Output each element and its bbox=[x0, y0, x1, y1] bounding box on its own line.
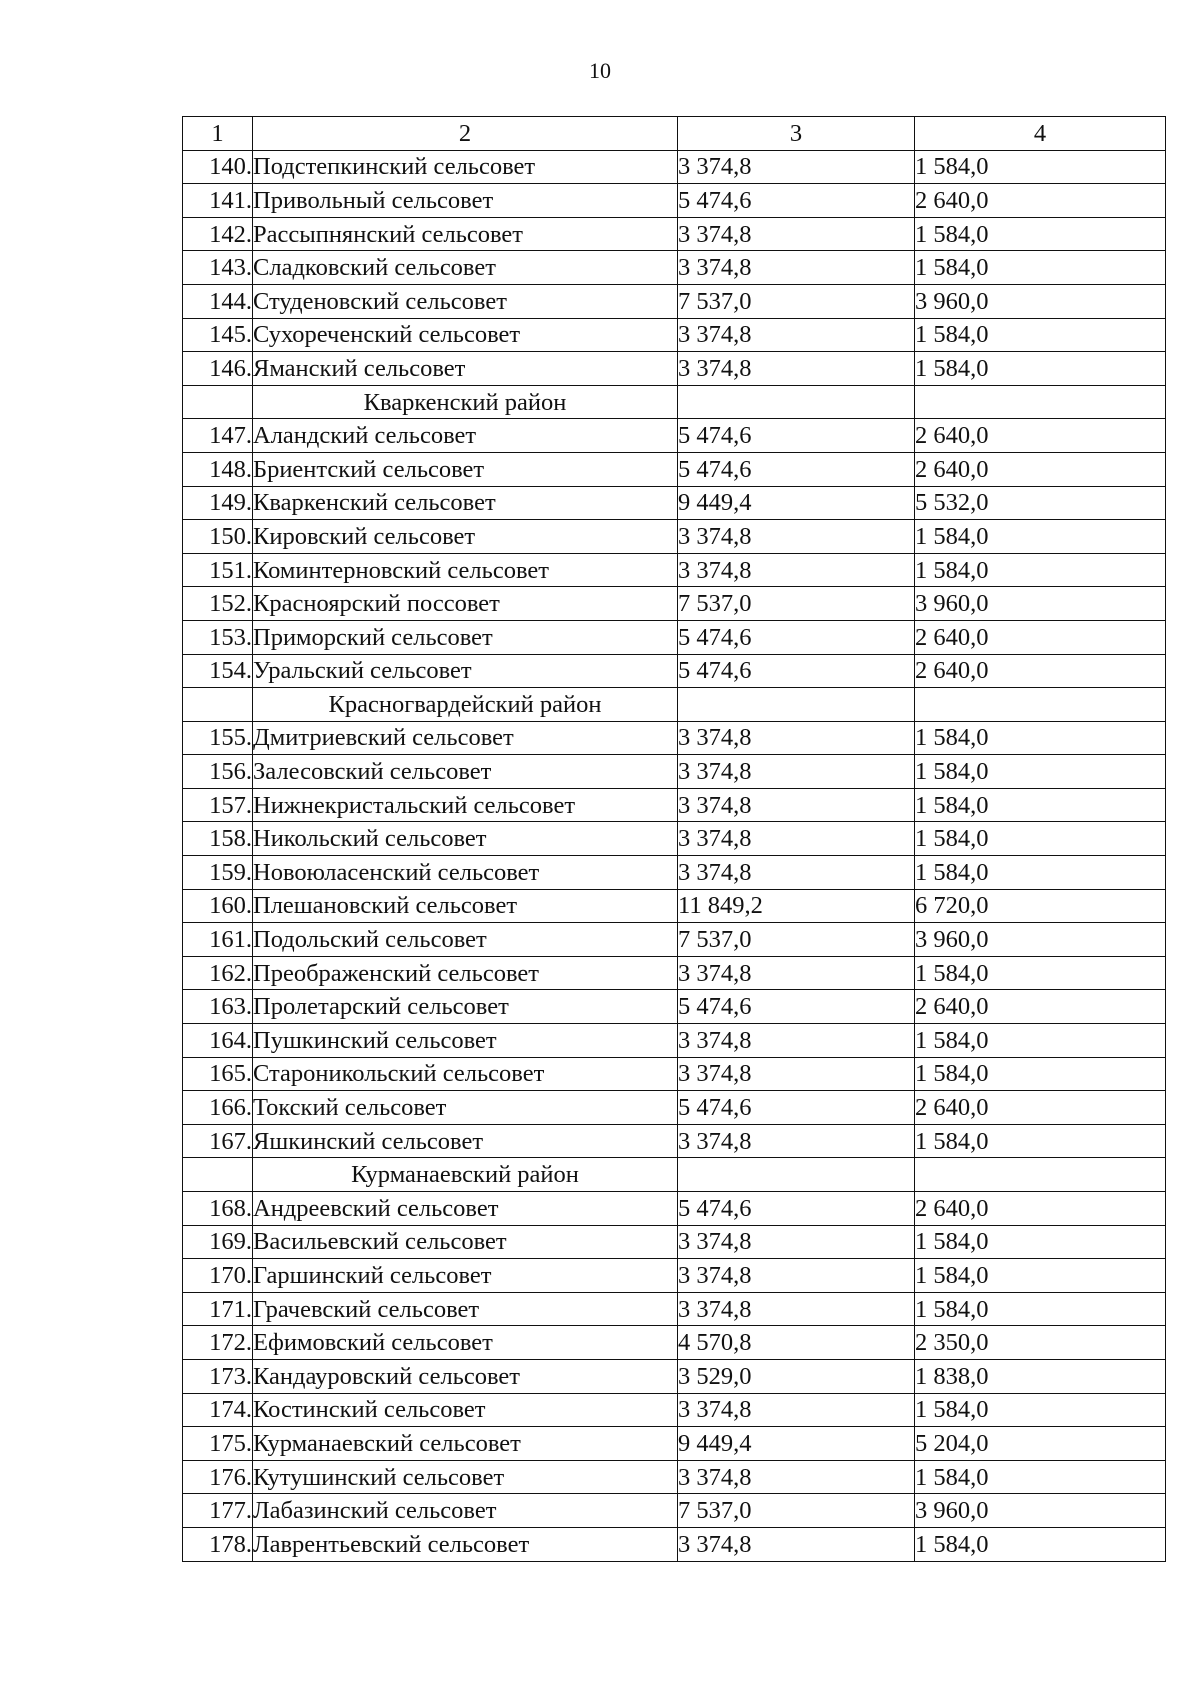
value-cell-3: 3 374,8 bbox=[678, 822, 915, 856]
value-cell-3: 5 474,6 bbox=[678, 419, 915, 453]
value-cell-3: 5 474,6 bbox=[678, 1192, 915, 1226]
value-cell-3: 3 374,8 bbox=[678, 1292, 915, 1326]
table-row bbox=[183, 352, 1166, 386]
value-cell-4: 1 584,0 bbox=[915, 1057, 1166, 1091]
settlement-name-cell: Привольный сельсовет bbox=[253, 184, 678, 218]
settlement-name-cell: Сладковский сельсовет bbox=[253, 251, 678, 285]
settlement-name-cell: Кваркенский сельсовет bbox=[253, 486, 678, 520]
settlement-name-cell: Кировский сельсовет bbox=[253, 520, 678, 554]
row-number-cell: 156. bbox=[183, 755, 253, 789]
table-row bbox=[183, 822, 1166, 856]
value-cell-4: 1 584,0 bbox=[915, 150, 1166, 184]
value-cell-4: 1 584,0 bbox=[915, 856, 1166, 890]
page-number: 10 bbox=[589, 58, 611, 83]
settlement-name-cell: Аландский сельсовет bbox=[253, 419, 678, 453]
value-cell-4: 1 584,0 bbox=[915, 318, 1166, 352]
value-cell-3: 3 374,8 bbox=[678, 318, 915, 352]
settlement-name-cell: Рассыпнянский сельсовет bbox=[253, 217, 678, 251]
table-row bbox=[183, 150, 1166, 184]
settlement-name-cell: Красноярский поссовет bbox=[253, 587, 678, 621]
value-cell-4: 3 960,0 bbox=[915, 1494, 1166, 1528]
table-row bbox=[183, 721, 1166, 755]
row-number-cell: 146. bbox=[183, 352, 253, 386]
value-cell-4: 1 584,0 bbox=[915, 352, 1166, 386]
value-cell-3: 3 374,8 bbox=[678, 1024, 915, 1058]
settlement-name-cell: Кутушинский сельсовет bbox=[253, 1460, 678, 1494]
settlement-name-cell: Плешановский сельсовет bbox=[253, 889, 678, 923]
row-number-cell: 177. bbox=[183, 1494, 253, 1528]
settlement-name-cell: Гаршинский сельсовет bbox=[253, 1259, 678, 1293]
table-row bbox=[183, 1259, 1166, 1293]
value-cell-3: 3 374,8 bbox=[678, 956, 915, 990]
value-cell-3: 3 374,8 bbox=[678, 1527, 915, 1561]
row-number-cell bbox=[183, 1158, 253, 1192]
header-cell-2: 2 bbox=[253, 117, 678, 151]
value-cell-4: 1 584,0 bbox=[915, 1393, 1166, 1427]
table-row bbox=[183, 553, 1166, 587]
row-number-cell: 140. bbox=[183, 150, 253, 184]
value-cell-4: 1 584,0 bbox=[915, 721, 1166, 755]
value-cell-4 bbox=[915, 1158, 1166, 1192]
row-number-cell: 145. bbox=[183, 318, 253, 352]
table-row bbox=[183, 1359, 1166, 1393]
value-cell-4: 1 584,0 bbox=[915, 1124, 1166, 1158]
value-cell-3: 3 374,8 bbox=[678, 1259, 915, 1293]
settlement-name-cell: Кандауровский сельсовет bbox=[253, 1359, 678, 1393]
table-row bbox=[183, 1527, 1166, 1561]
value-cell-3: 3 374,8 bbox=[678, 1124, 915, 1158]
table-row bbox=[183, 217, 1166, 251]
settlement-name-cell: Андреевский сельсовет bbox=[253, 1192, 678, 1226]
settlement-name-cell: Дмитриевский сельсовет bbox=[253, 721, 678, 755]
allocation-table bbox=[182, 116, 1166, 1562]
row-number-cell: 147. bbox=[183, 419, 253, 453]
table-row bbox=[183, 486, 1166, 520]
value-cell-4: 1 584,0 bbox=[915, 956, 1166, 990]
table-row bbox=[183, 1192, 1166, 1226]
value-cell-4: 1 584,0 bbox=[915, 1259, 1166, 1293]
header-cell-3: 3 bbox=[678, 117, 915, 151]
value-cell-4: 1 584,0 bbox=[915, 1024, 1166, 1058]
table-row bbox=[183, 956, 1166, 990]
district-header-row bbox=[183, 1158, 1166, 1192]
value-cell-3: 3 374,8 bbox=[678, 856, 915, 890]
value-cell-3: 3 374,8 bbox=[678, 755, 915, 789]
row-number-cell: 154. bbox=[183, 654, 253, 688]
settlement-name-cell: Яманский сельсовет bbox=[253, 352, 678, 386]
row-number-cell: 151. bbox=[183, 553, 253, 587]
settlement-name-cell: Нижнекристальский сельсовет bbox=[253, 788, 678, 822]
row-number-cell: 155. bbox=[183, 721, 253, 755]
value-cell-3: 3 374,8 bbox=[678, 1393, 915, 1427]
table-row bbox=[183, 1292, 1166, 1326]
row-number-cell: 176. bbox=[183, 1460, 253, 1494]
value-cell-4: 2 640,0 bbox=[915, 654, 1166, 688]
value-cell-3: 3 374,8 bbox=[678, 788, 915, 822]
table-row bbox=[183, 251, 1166, 285]
row-number-cell bbox=[183, 688, 253, 722]
row-number-cell: 159. bbox=[183, 856, 253, 890]
value-cell-3: 9 449,4 bbox=[678, 486, 915, 520]
value-cell-4: 6 720,0 bbox=[915, 889, 1166, 923]
row-number-cell: 141. bbox=[183, 184, 253, 218]
row-number-cell: 174. bbox=[183, 1393, 253, 1427]
value-cell-4: 1 584,0 bbox=[915, 553, 1166, 587]
value-cell-4: 2 640,0 bbox=[915, 990, 1166, 1024]
value-cell-4: 3 960,0 bbox=[915, 923, 1166, 957]
value-cell-3: 5 474,6 bbox=[678, 452, 915, 486]
row-number-cell: 162. bbox=[183, 956, 253, 990]
settlement-name-cell: Васильевский сельсовет bbox=[253, 1225, 678, 1259]
table-row bbox=[183, 452, 1166, 486]
value-cell-3: 3 374,8 bbox=[678, 1225, 915, 1259]
value-cell-3: 7 537,0 bbox=[678, 923, 915, 957]
value-cell-4: 2 640,0 bbox=[915, 452, 1166, 486]
value-cell-3: 5 474,6 bbox=[678, 620, 915, 654]
value-cell-3: 4 570,8 bbox=[678, 1326, 915, 1360]
table-row bbox=[183, 923, 1166, 957]
value-cell-3: 3 374,8 bbox=[678, 352, 915, 386]
value-cell-3 bbox=[678, 688, 915, 722]
row-number-cell: 178. bbox=[183, 1527, 253, 1561]
header-cell-4: 4 bbox=[915, 117, 1166, 151]
table-row bbox=[183, 1393, 1166, 1427]
district-name: Курманаевский район bbox=[253, 1158, 678, 1192]
value-cell-4: 1 584,0 bbox=[915, 1225, 1166, 1259]
settlement-name-cell: Студеновский сельсовет bbox=[253, 284, 678, 318]
value-cell-4: 1 584,0 bbox=[915, 822, 1166, 856]
row-number-cell: 142. bbox=[183, 217, 253, 251]
table-row bbox=[183, 1326, 1166, 1360]
row-number-cell: 157. bbox=[183, 788, 253, 822]
value-cell-4: 1 584,0 bbox=[915, 1292, 1166, 1326]
value-cell-3: 7 537,0 bbox=[678, 587, 915, 621]
settlement-name-cell: Пушкинский сельсовет bbox=[253, 1024, 678, 1058]
settlement-name-cell: Пролетарский сельсовет bbox=[253, 990, 678, 1024]
value-cell-3: 5 474,6 bbox=[678, 184, 915, 218]
value-cell-3: 7 537,0 bbox=[678, 1494, 915, 1528]
table-row bbox=[183, 1124, 1166, 1158]
row-number-cell bbox=[183, 385, 253, 419]
settlement-name-cell: Подольский сельсовет bbox=[253, 923, 678, 957]
value-cell-3 bbox=[678, 385, 915, 419]
value-cell-4: 2 640,0 bbox=[915, 419, 1166, 453]
table-row bbox=[183, 654, 1166, 688]
value-cell-3: 3 374,8 bbox=[678, 553, 915, 587]
value-cell-3: 3 374,8 bbox=[678, 150, 915, 184]
table-body bbox=[183, 117, 1166, 1562]
value-cell-4: 1 584,0 bbox=[915, 1527, 1166, 1561]
settlement-name-cell: Грачевский сельсовет bbox=[253, 1292, 678, 1326]
table-row bbox=[183, 419, 1166, 453]
row-number-cell: 173. bbox=[183, 1359, 253, 1393]
settlement-name-cell: Никольский сельсовет bbox=[253, 822, 678, 856]
district-header-row bbox=[183, 688, 1166, 722]
table-row bbox=[183, 1460, 1166, 1494]
table-row bbox=[183, 755, 1166, 789]
value-cell-4: 3 960,0 bbox=[915, 587, 1166, 621]
value-cell-4 bbox=[915, 385, 1166, 419]
row-number-cell: 152. bbox=[183, 587, 253, 621]
table-row bbox=[183, 318, 1166, 352]
row-number-cell: 143. bbox=[183, 251, 253, 285]
row-number-cell: 163. bbox=[183, 990, 253, 1024]
value-cell-4: 2 350,0 bbox=[915, 1326, 1166, 1360]
row-number-cell: 167. bbox=[183, 1124, 253, 1158]
settlement-name-cell: Уральский сельсовет bbox=[253, 654, 678, 688]
table-row bbox=[183, 1057, 1166, 1091]
value-cell-4: 1 838,0 bbox=[915, 1359, 1166, 1393]
settlement-name-cell: Бриентский сельсовет bbox=[253, 452, 678, 486]
value-cell-4: 1 584,0 bbox=[915, 1460, 1166, 1494]
table-row bbox=[183, 990, 1166, 1024]
row-number-cell: 164. bbox=[183, 1024, 253, 1058]
row-number-cell: 150. bbox=[183, 520, 253, 554]
settlement-name-cell: Подстепкинский сельсовет bbox=[253, 150, 678, 184]
district-name: Красногвардейский район bbox=[253, 688, 678, 722]
row-number-cell: 168. bbox=[183, 1192, 253, 1226]
settlement-name-cell: Токский сельсовет bbox=[253, 1091, 678, 1125]
value-cell-3: 9 449,4 bbox=[678, 1427, 915, 1461]
row-number-cell: 170. bbox=[183, 1259, 253, 1293]
value-cell-3: 3 374,8 bbox=[678, 1460, 915, 1494]
value-cell-3: 3 374,8 bbox=[678, 520, 915, 554]
table-row bbox=[183, 620, 1166, 654]
value-cell-4: 2 640,0 bbox=[915, 1192, 1166, 1226]
value-cell-4: 1 584,0 bbox=[915, 217, 1166, 251]
value-cell-3: 3 374,8 bbox=[678, 251, 915, 285]
table-row bbox=[183, 1091, 1166, 1125]
value-cell-3 bbox=[678, 1158, 915, 1192]
table-row bbox=[183, 284, 1166, 318]
value-cell-4: 2 640,0 bbox=[915, 620, 1166, 654]
table-row bbox=[183, 788, 1166, 822]
row-number-cell: 158. bbox=[183, 822, 253, 856]
value-cell-3: 7 537,0 bbox=[678, 284, 915, 318]
row-number-cell: 169. bbox=[183, 1225, 253, 1259]
settlement-name-cell: Преображенский сельсовет bbox=[253, 956, 678, 990]
value-cell-4: 1 584,0 bbox=[915, 520, 1166, 554]
value-cell-4: 3 960,0 bbox=[915, 284, 1166, 318]
settlement-name-cell: Ефимовский сельсовет bbox=[253, 1326, 678, 1360]
value-cell-3: 3 374,8 bbox=[678, 217, 915, 251]
value-cell-4: 1 584,0 bbox=[915, 755, 1166, 789]
value-cell-4: 5 532,0 bbox=[915, 486, 1166, 520]
table-row bbox=[183, 1024, 1166, 1058]
row-number-cell: 148. bbox=[183, 452, 253, 486]
row-number-cell: 175. bbox=[183, 1427, 253, 1461]
table-row bbox=[183, 184, 1166, 218]
settlement-name-cell: Сухореченский сельсовет bbox=[253, 318, 678, 352]
value-cell-3: 3 374,8 bbox=[678, 721, 915, 755]
row-number-cell: 144. bbox=[183, 284, 253, 318]
table-row bbox=[183, 1494, 1166, 1528]
row-number-cell: 171. bbox=[183, 1292, 253, 1326]
table-row bbox=[183, 520, 1166, 554]
settlement-name-cell: Лаврентьевский сельсовет bbox=[253, 1527, 678, 1561]
value-cell-4: 1 584,0 bbox=[915, 251, 1166, 285]
table-row bbox=[183, 889, 1166, 923]
value-cell-3: 5 474,6 bbox=[678, 990, 915, 1024]
settlement-name-cell: Приморский сельсовет bbox=[253, 620, 678, 654]
value-cell-4: 2 640,0 bbox=[915, 184, 1166, 218]
header-cell-1: 1 bbox=[183, 117, 253, 151]
settlement-name-cell: Залесовский сельсовет bbox=[253, 755, 678, 789]
value-cell-3: 5 474,6 bbox=[678, 654, 915, 688]
table-header-row bbox=[183, 117, 1166, 151]
district-header-row bbox=[183, 385, 1166, 419]
value-cell-3: 5 474,6 bbox=[678, 1091, 915, 1125]
row-number-cell: 165. bbox=[183, 1057, 253, 1091]
value-cell-4: 5 204,0 bbox=[915, 1427, 1166, 1461]
settlement-name-cell: Староникольский сельсовет bbox=[253, 1057, 678, 1091]
settlement-name-cell: Лабазинский сельсовет bbox=[253, 1494, 678, 1528]
value-cell-4: 2 640,0 bbox=[915, 1091, 1166, 1125]
row-number-cell: 166. bbox=[183, 1091, 253, 1125]
value-cell-3: 3 529,0 bbox=[678, 1359, 915, 1393]
value-cell-4 bbox=[915, 688, 1166, 722]
value-cell-4: 1 584,0 bbox=[915, 788, 1166, 822]
settlement-name-cell: Новоюласенский сельсовет bbox=[253, 856, 678, 890]
settlement-name-cell: Курманаевский сельсовет bbox=[253, 1427, 678, 1461]
table-row bbox=[183, 587, 1166, 621]
settlement-name-cell: Коминтерновский сельсовет bbox=[253, 553, 678, 587]
value-cell-3: 3 374,8 bbox=[678, 1057, 915, 1091]
district-name: Кваркенский район bbox=[253, 385, 678, 419]
row-number-cell: 153. bbox=[183, 620, 253, 654]
settlement-name-cell: Костинский сельсовет bbox=[253, 1393, 678, 1427]
row-number-cell: 161. bbox=[183, 923, 253, 957]
settlement-name-cell: Яшкинский сельсовет bbox=[253, 1124, 678, 1158]
table-row bbox=[183, 1225, 1166, 1259]
row-number-cell: 149. bbox=[183, 486, 253, 520]
row-number-cell: 172. bbox=[183, 1326, 253, 1360]
table-row bbox=[183, 856, 1166, 890]
table-row bbox=[183, 1427, 1166, 1461]
value-cell-3: 11 849,2 bbox=[678, 889, 915, 923]
row-number-cell: 160. bbox=[183, 889, 253, 923]
